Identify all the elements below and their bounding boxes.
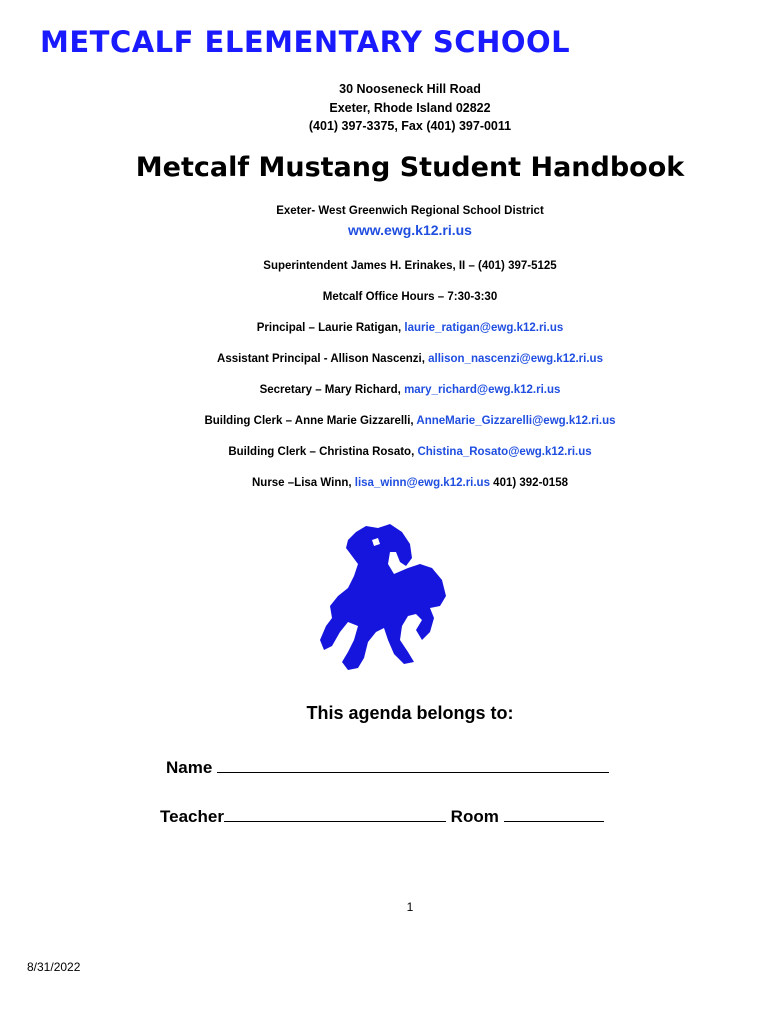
school-name: METCALF ELEMENTARY SCHOOL: [40, 25, 571, 59]
address-line-2: Exeter, Rhode Island 02822: [329, 101, 491, 115]
handbook-title: Metcalf Mustang Student Handbook: [135, 152, 685, 183]
staff-nurse: [40, 477, 770, 489]
staff-building-clerk-2: [40, 446, 770, 458]
teacher-room-field: [160, 805, 604, 827]
staff-email-link[interactable]: mary_richard@ewg.k12.ri.us: [404, 384, 561, 396]
teacher-blank-line[interactable]: [224, 805, 446, 822]
name-label: Name: [166, 758, 218, 777]
staff-email-link[interactable]: lisa_winn@ewg.k12.ri.us: [354, 477, 490, 489]
staff-label: Secretary – Mary Richard,: [259, 384, 405, 396]
agenda-heading: This agenda belongs to:: [306, 703, 514, 723]
phone-line: (401) 397-3375, Fax (401) 397-0011: [308, 119, 512, 133]
office-hours: Metcalf Office Hours – 7:30-3:30: [322, 291, 498, 303]
footer-date: 8/31/2022: [27, 960, 81, 974]
staff-label: Principal – Laurie Ratigan,: [256, 322, 405, 334]
mustang-horse-icon: [318, 522, 453, 672]
staff-label: Nurse –Lisa Winn,: [251, 477, 355, 489]
name-field: [166, 756, 609, 778]
room-label: Room: [445, 807, 504, 826]
superintendent-line: Superintendent James H. Erinakes, II – (401) 397-5125: [263, 260, 557, 272]
staff-phone: 401) 392-0158: [489, 477, 568, 489]
staff-email-link[interactable]: Chistina_Rosato@ewg.k12.ri.us: [417, 446, 592, 458]
page-number: 1: [406, 900, 414, 914]
staff-email-link[interactable]: AnneMarie_Gizzarelli@ewg.k12.ri.us: [416, 415, 616, 427]
room-blank-line[interactable]: [504, 805, 604, 822]
staff-email-link[interactable]: allison_nascenzi@ewg.k12.ri.us: [428, 353, 603, 365]
staff-building-clerk-1: [40, 415, 770, 427]
staff-label: Building Clerk – Christina Rosato,: [228, 446, 418, 458]
name-blank-line[interactable]: [217, 756, 609, 773]
teacher-label: Teacher: [160, 807, 224, 826]
staff-label: Building Clerk – Anne Marie Gizzarelli,: [204, 415, 417, 427]
staff-secretary: [40, 384, 770, 396]
staff-label: Assistant Principal - Allison Nascenzi,: [217, 353, 429, 365]
address-line-1: 30 Nooseneck Hill Road: [339, 82, 481, 96]
staff-email-link[interactable]: laurie_ratigan@ewg.k12.ri.us: [404, 322, 564, 334]
staff-assistant-principal: [40, 353, 770, 365]
staff-principal: [40, 322, 770, 334]
district-name: Exeter- West Greenwich Regional School District: [276, 205, 544, 217]
district-website-link[interactable]: www.ewg.k12.ri.us: [348, 222, 472, 238]
